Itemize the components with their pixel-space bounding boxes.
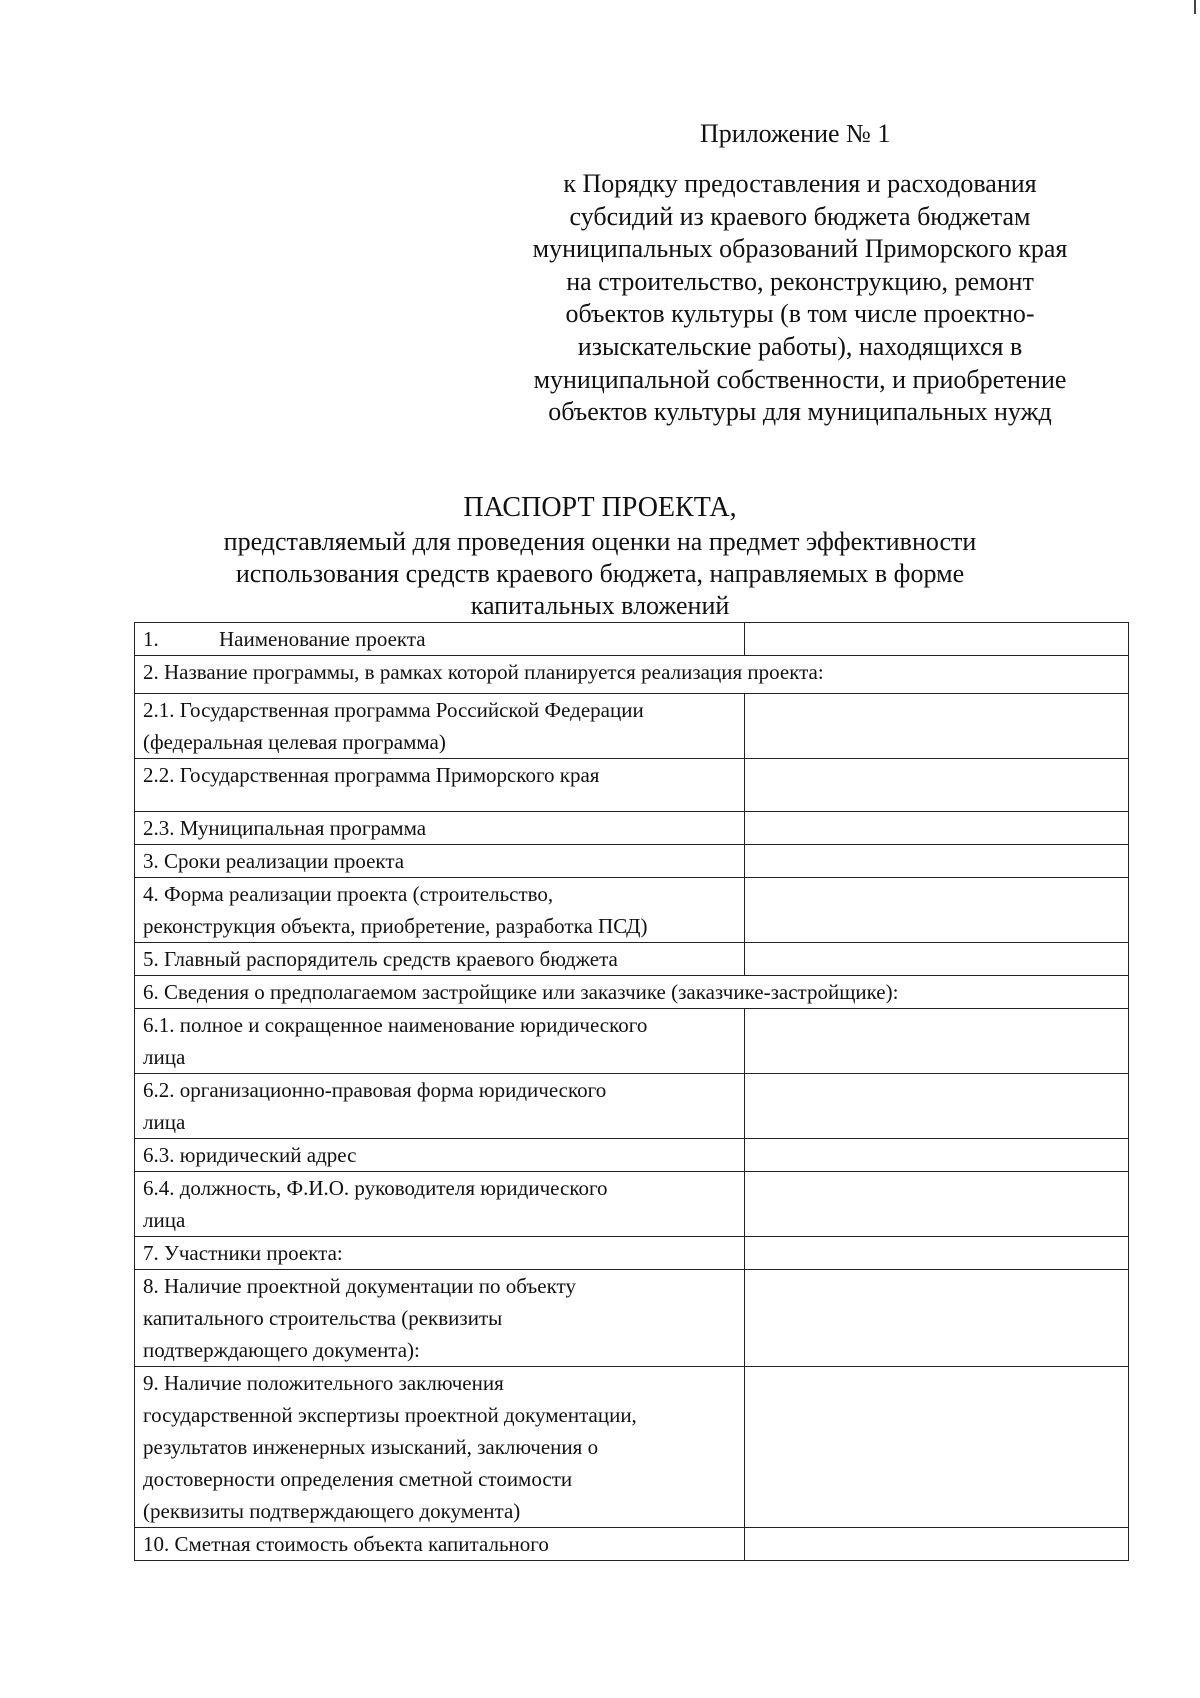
row-label-line: 9. Наличие положительного заключения	[143, 1371, 504, 1395]
row-number: 1.	[143, 627, 159, 651]
passport-table	[134, 622, 1129, 1561]
row-label-line: 8. Наличие проектной документации по объекту	[143, 1274, 576, 1298]
subtitle-line: капитальных вложений	[470, 591, 730, 620]
row-value-cell[interactable]	[745, 943, 1129, 976]
row-value-cell[interactable]	[745, 1074, 1129, 1139]
subtitle-line: использования средств краевого бюджета, направляемых в форме	[235, 559, 965, 588]
row-label: 2.3. Муниципальная программа	[135, 812, 745, 845]
row-label: 2.2. Государственная программа Приморского края	[135, 759, 745, 812]
row-value-cell[interactable]	[745, 1367, 1129, 1528]
row-label-line: 6.1. полное и сокращенное наименование юридического	[143, 1013, 648, 1037]
table-row	[135, 878, 1129, 943]
table-row	[135, 1237, 1129, 1270]
row-label-text: Наименование проекта	[219, 627, 426, 651]
row-label	[135, 878, 745, 943]
row-value-cell[interactable]	[745, 1139, 1129, 1172]
table-row	[135, 1074, 1129, 1139]
appendix-line: изыскательские работы), находящихся в	[577, 331, 1023, 361]
row-label: 7. Участники проекта:	[135, 1237, 745, 1270]
row-label	[135, 1270, 745, 1367]
row-label-line: государственной экспертизы проектной документации,	[143, 1403, 637, 1427]
row-value-cell[interactable]	[745, 1172, 1129, 1237]
row-label-line: лица	[143, 1110, 186, 1134]
appendix-title: Приложение № 1	[700, 119, 891, 148]
row-label: 3. Сроки реализации проекта	[135, 845, 745, 878]
row-label-line: 4. Форма реализации проекта (строительство,	[143, 882, 554, 906]
row-label-line: капитального строительства (реквизиты	[143, 1306, 503, 1330]
row-label-line: (федеральная целевая программа)	[143, 730, 446, 754]
table-row	[135, 1367, 1129, 1528]
row-value-cell[interactable]	[745, 1528, 1129, 1561]
table-row	[135, 1009, 1129, 1074]
passport-subtitle	[180, 526, 1020, 622]
row-value-cell[interactable]	[745, 759, 1129, 812]
table-row	[135, 656, 1129, 694]
table-row	[135, 812, 1129, 845]
section-row: 6. Сведения о предполагаемом застройщике или заказчике (заказчике-застройщике):	[135, 976, 1129, 1009]
row-label: 10. Сметная стоимость объекта капитального	[135, 1528, 745, 1561]
scan-mark	[1194, 0, 1196, 14]
row-value-cell[interactable]	[745, 845, 1129, 878]
row-label-line: достоверности определения сметной стоимости	[143, 1467, 573, 1491]
row-label-line: 6.4. должность, Ф.И.О. руководителя юридического	[143, 1176, 608, 1200]
row-label-line: подтверждающего документа):	[143, 1338, 420, 1362]
row-label	[135, 623, 745, 656]
table-row	[135, 694, 1129, 759]
row-value-cell[interactable]	[745, 1009, 1129, 1074]
row-label: 5. Главный распорядитель средств краевого бюджета	[135, 943, 745, 976]
row-label-line: результатов инженерных изысканий, заключения о	[143, 1435, 599, 1459]
appendix-line: объектов культуры (в том числе проектно-	[565, 299, 1035, 329]
appendix-line: объектов культуры для муниципальных нужд	[548, 397, 1052, 427]
appendix-line: субсидий из краевого бюджета бюджетам	[569, 201, 1031, 231]
table-row	[135, 623, 1129, 656]
passport-title: ПАСПОРТ ПРОЕКТА,	[463, 492, 737, 523]
table-row	[135, 976, 1129, 1009]
section-row: 2. Название программы, в рамках которой планируется реализация проекта:	[135, 656, 1129, 694]
table-row	[135, 943, 1129, 976]
row-value-cell[interactable]	[745, 878, 1129, 943]
table-row	[135, 759, 1129, 812]
row-value-cell[interactable]	[745, 812, 1129, 845]
table-row	[135, 845, 1129, 878]
row-label	[135, 694, 745, 759]
table-row	[135, 1270, 1129, 1367]
table-row	[135, 1172, 1129, 1237]
table-row	[135, 1139, 1129, 1172]
row-value-cell[interactable]	[745, 1237, 1129, 1270]
row-label-line: лица	[143, 1208, 186, 1232]
row-label	[135, 1367, 745, 1528]
appendix-line: к Порядку предоставления и расходования	[563, 169, 1037, 198]
row-value-cell[interactable]	[745, 694, 1129, 759]
row-label	[135, 1009, 745, 1074]
row-label	[135, 1172, 745, 1237]
row-value-cell[interactable]	[745, 1270, 1129, 1367]
row-label-line: 6.2. организационно-правовая форма юридического	[143, 1078, 607, 1102]
appendix-line: муниципальных образований Приморского края	[532, 234, 1068, 264]
appendix-line: на строительство, реконструкцию, ремонт	[566, 266, 1034, 296]
row-label-line: лица	[143, 1045, 186, 1069]
subtitle-line: представляемый для проведения оценки на предмет эффективности	[223, 527, 977, 556]
row-label-line: (реквизиты подтверждающего документа)	[143, 1499, 521, 1523]
row-label-line: 2.1. Государственная программа Российской Федерации	[143, 698, 644, 722]
row-value-cell[interactable]	[745, 623, 1129, 656]
row-label: 6.3. юридический адрес	[135, 1139, 745, 1172]
appendix-line: муниципальной собственности, и приобретение	[533, 364, 1067, 394]
row-label-line: реконструкция объекта, приобретение, разработка ПСД)	[143, 914, 648, 938]
appendix-description	[500, 168, 1100, 429]
table-row	[135, 1528, 1129, 1561]
row-label	[135, 1074, 745, 1139]
